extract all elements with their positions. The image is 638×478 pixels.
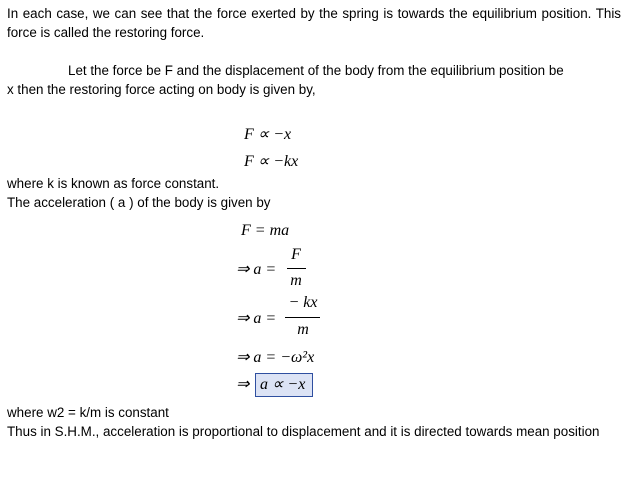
fraction-denominator-m: m bbox=[290, 272, 302, 289]
fraction-bar bbox=[285, 317, 320, 318]
para-restoring-force: In each case, we can see that the force exerted by the spring is towards the equilibrium position. This force is called the restoring force. bbox=[7, 6, 621, 40]
equation-a-f-over-m-prefix: ⇒ a = bbox=[236, 261, 277, 278]
para-acceleration: The acceleration ( a ) of the body is given by bbox=[7, 195, 271, 210]
equation-a-omega-squared-x: ⇒ a = −ω²x bbox=[236, 349, 315, 366]
fraction-numerator-kx: − kx bbox=[288, 294, 318, 311]
para-force-constant: where k is known as force constant. bbox=[7, 176, 220, 191]
equation-f-prop-kx: F ∝ −kx bbox=[244, 153, 299, 170]
equation-f-ma: F = ma bbox=[241, 222, 290, 239]
equation-a-prop-x-boxed: a ∝ −x bbox=[260, 376, 306, 393]
para-let-force: Let the force be F and the displacement of the body from the equilibrium position be bbox=[68, 63, 564, 78]
implies-arrow: ⇒ bbox=[236, 376, 250, 393]
fraction-denominator-m: m bbox=[297, 321, 309, 338]
equation-a-kx-over-m-prefix: ⇒ a = bbox=[236, 310, 277, 327]
fraction-bar bbox=[287, 268, 306, 269]
fraction-numerator-f: F bbox=[291, 246, 301, 263]
para-w2-constant: where w2 = k/m is constant bbox=[7, 405, 169, 420]
equation-f-prop-x: F ∝ −x bbox=[244, 126, 292, 143]
para-then-restoring: x then the restoring force acting on body is given by, bbox=[7, 82, 316, 97]
para-conclusion: Thus in S.H.M., acceleration is proportional to displacement and it is directed towards mean position bbox=[7, 424, 600, 439]
